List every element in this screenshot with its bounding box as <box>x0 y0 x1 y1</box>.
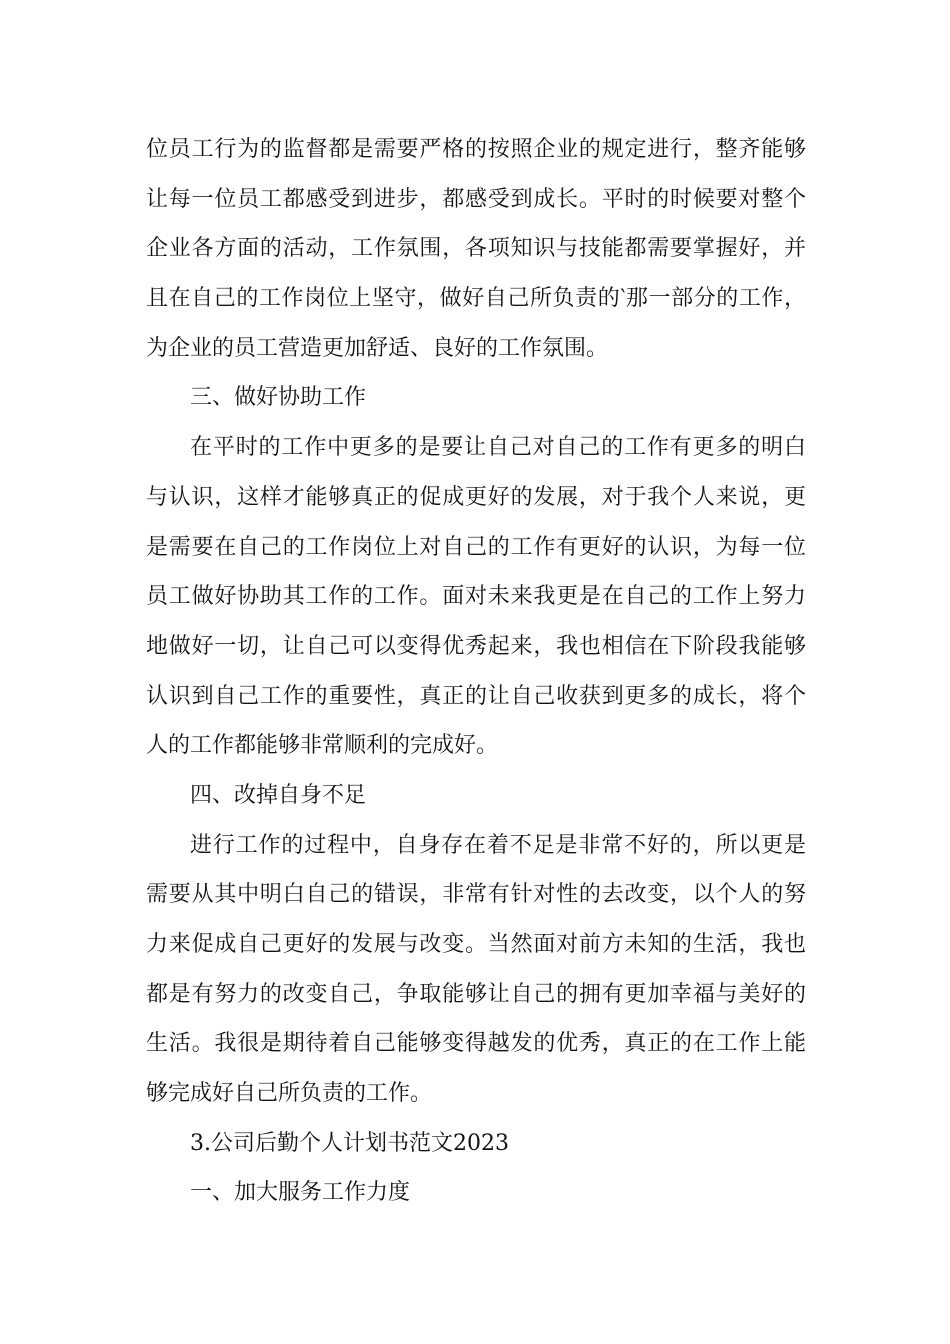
article-title: 3.公司后勤个人计划书范文2023 <box>190 1130 509 1156</box>
paragraph-line: 需要从其中明白自己的错误，非常有针对性的去改变，以个人的努 <box>146 882 806 908</box>
paragraph-line: 让每一位员工都感受到进步，都感受到成长。平时的时候要对整个 <box>146 186 806 212</box>
paragraph-line: 为企业的员工营造更加舒适、良好的工作氛围。 <box>146 335 609 361</box>
paragraph-line: 员工做好协助其工作的工作。面对未来我更是在自己的工作上努力 <box>146 584 806 610</box>
paragraph-line: 够完成好自己所负责的工作。 <box>146 1081 433 1107</box>
paragraph-line: 认识到自己工作的重要性，真正的让自己收获到更多的成长，将个 <box>146 683 806 709</box>
section-heading: 一、加大服务工作力度 <box>190 1180 411 1206</box>
paragraph-line: 都是有努力的改变自己，争取能够让自己的拥有更加幸福与美好的 <box>146 981 806 1007</box>
section-heading: 四、改掉自身不足 <box>190 782 367 808</box>
paragraph-line: 与认识，这样才能够真正的促成更好的发展，对于我个人来说，更 <box>146 484 806 510</box>
paragraph-line: 生活。我很是期待着自己能够变得越发的优秀，真正的在工作上能 <box>146 1031 806 1057</box>
paragraph-line: 地做好一切，让自己可以变得优秀起来，我也相信在下阶段我能够 <box>146 633 806 659</box>
document-body <box>146 125 806 1218</box>
paragraph-line: 位员工行为的监督都是需要严格的按照企业的规定进行，整齐能够 <box>146 137 806 162</box>
paragraph-line: 且在自己的工作岗位上坚守，做好自己所负责的‵那一部分的工作， <box>146 286 806 312</box>
section-heading: 三、做好协助工作 <box>190 385 367 411</box>
paragraph-line: 力来促成自己更好的发展与改变。当然面对前方未知的生活，我也 <box>146 932 806 957</box>
paragraph-line: 是需要在自己的工作岗位上对自己的工作有更好的认识，为每一位 <box>146 534 806 560</box>
paragraph-line: 人的工作都能够非常顺利的完成好。 <box>146 733 499 759</box>
paragraph-line: 企业各方面的活动，工作氛围，各项知识与技能都需要掌握好，并 <box>146 236 806 262</box>
paragraph-line: 在平时的工作中更多的是要让自己对自己的工作有更多的明白 <box>190 435 806 461</box>
paragraph-line: 进行工作的过程中，自身存在着不足是非常不好的，所以更是 <box>190 832 806 858</box>
